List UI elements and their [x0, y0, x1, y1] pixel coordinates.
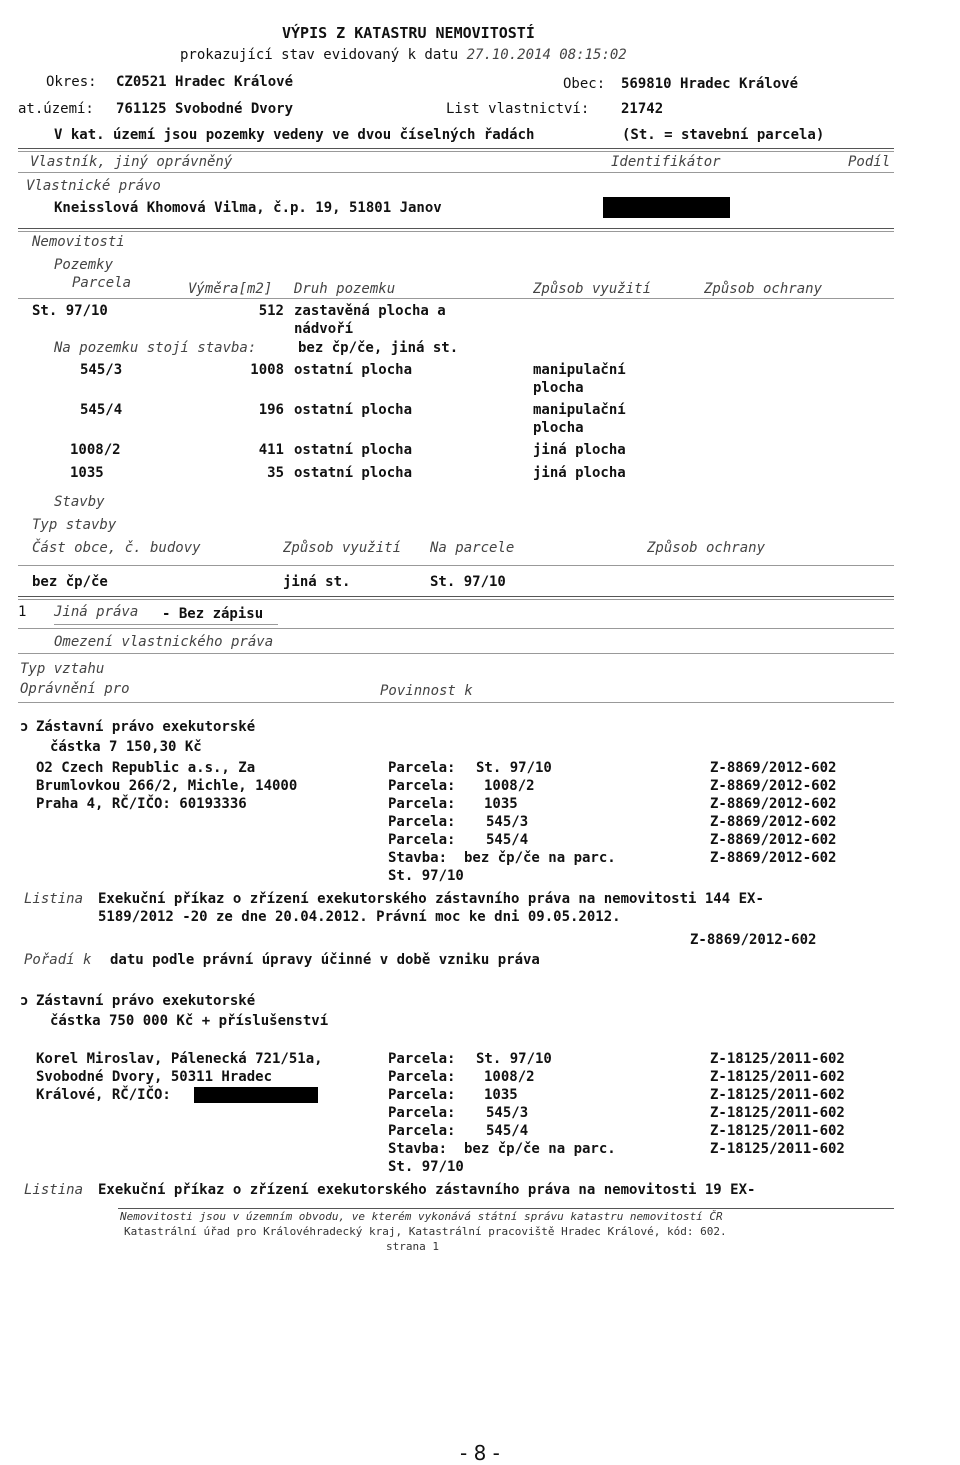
lien-item-value: 545/4 — [486, 1123, 529, 1139]
lien-item-label: Parcela: — [388, 796, 456, 812]
parcel-number: 1008/2 — [70, 442, 121, 458]
lien-title: Zástavní právo exekutorské — [36, 993, 256, 1009]
entitled-for-label: Oprávnění pro — [20, 681, 130, 697]
buildings-section-label: Stavby — [54, 494, 105, 510]
okres-label: Okres: — [46, 74, 97, 90]
divider — [18, 151, 894, 152]
other-rights-label: Jiná práva — [54, 604, 139, 620]
lien-title: Zástavní právo exekutorské — [36, 719, 256, 735]
divider — [18, 653, 894, 654]
lien-item-value: St. 97/10 — [476, 1051, 552, 1067]
parcel-number: 545/3 — [80, 362, 123, 378]
lien-item-label: Parcela: — [388, 1123, 456, 1139]
parcel-land-use: manipulační — [533, 402, 626, 418]
order-label: Pořadí k — [24, 952, 92, 968]
lien-item-value-cont: St. 97/10 — [388, 1159, 464, 1175]
divider — [18, 148, 894, 149]
parcel-area: 196 — [258, 402, 284, 418]
lien-item-label: Stavba: — [388, 850, 448, 866]
building-type-label: Typ stavby — [32, 517, 117, 533]
okres-value: CZ0521 Hradec Králové — [116, 74, 294, 90]
obec-label: Obec: — [563, 76, 606, 92]
lien-item-value-cont: St. 97/10 — [388, 868, 464, 884]
lien-item-ref: Z-18125/2011-602 — [710, 1141, 845, 1157]
lien-item-ref: Z-8869/2012-602 — [710, 832, 837, 848]
lien-item-label: Parcela: — [388, 1069, 456, 1085]
lien-item-value: St. 97/10 — [476, 760, 552, 776]
building-use: jiná st. — [283, 574, 351, 590]
lien-item-ref: Z-18125/2011-602 — [710, 1123, 845, 1139]
land-protection-column-header: Způsob ochrany — [704, 281, 823, 297]
share-column-header: Podíl — [848, 154, 891, 170]
land-use-column-header: Způsob využití — [533, 281, 652, 297]
obec-value: 569810 Hradec Králové — [621, 76, 799, 92]
footer-page-label: strana 1 — [386, 1240, 439, 1253]
divider — [54, 624, 278, 625]
owner-column-header: Vlastník, jiný oprávněný — [30, 154, 233, 170]
lien-holder: Svobodné Dvory, 50311 Hradec — [36, 1069, 273, 1085]
document-title: VÝPIS Z KATASTRU NEMOVITOSTÍ — [282, 24, 535, 42]
listina-label: Listina — [24, 891, 84, 907]
lien-item-ref: Z-18125/2011-602 — [710, 1051, 845, 1067]
lien-item-ref: Z-8869/2012-602 — [710, 814, 837, 830]
lien-item-value: 1008/2 — [484, 778, 535, 794]
parcel-area: 35 — [267, 465, 284, 481]
ownership-limits-label: Omezení vlastnického práva — [54, 634, 274, 650]
divider — [18, 228, 894, 229]
divider — [18, 628, 894, 629]
footer-line: Nemovitosti jsou v územním obvodu, ve kterém vykonává státní správu katastru nemovitostí ČR — [120, 1210, 723, 1223]
building-use-column-header: Způsob využití — [283, 540, 402, 556]
lien-holder: O2 Czech Republic a.s., Za — [36, 760, 256, 776]
extract-date: 27.10.2014 08:15:02 — [466, 47, 627, 63]
other-rights-value: - Bez zápisu — [162, 606, 264, 622]
building-part: bez čp/če — [32, 574, 108, 590]
duty-to-label: Povinnost k — [380, 683, 473, 699]
parcel-land-type: ostatní plocha — [294, 465, 413, 481]
footer-line: Katastrální úřad pro Královéhradecký kraj, Katastrální pracoviště Hradec Králové, kód: 602. — [124, 1225, 727, 1238]
parcel-land-type: ostatní plocha — [294, 402, 413, 418]
land-type-column-header: Druh pozemku — [294, 281, 396, 297]
identifier-column-header: Identifikátor — [611, 154, 721, 170]
lien-holder: Králové, RČ/IČO: — [36, 1087, 171, 1103]
lien-item-value: 545/4 — [486, 832, 529, 848]
lien-item-value: bez čp/če na parc. — [464, 850, 616, 866]
ownership-section-label: Vlastnické právo — [26, 178, 161, 194]
numbering-note: V kat. území jsou pozemky vedeny ve dvou číselných řadách — [54, 127, 535, 143]
parcel-land-use: jiná plocha — [533, 465, 626, 481]
lien-marker: ɔ — [20, 993, 29, 1009]
lien-item-label: Parcela: — [388, 760, 456, 776]
lien-item-ref: Z-8869/2012-602 — [710, 760, 837, 776]
list-label: List vlastnictví: — [446, 101, 590, 117]
divider — [18, 298, 894, 299]
lien-amount: částka 750 000 Kč + příslušenství — [50, 1013, 329, 1029]
lien-item-label: Parcela: — [388, 814, 456, 830]
building-on-parcel-value: bez čp/če, jiná st. — [298, 340, 459, 356]
divider — [18, 231, 894, 232]
lien-item-value: bez čp/če na parc. — [464, 1141, 616, 1157]
parcel-area: 1008 — [250, 362, 284, 378]
property-section-label: Nemovitosti — [32, 234, 125, 250]
page-number: - 8 - — [460, 1441, 500, 1465]
lien-item-ref: Z-8869/2012-602 — [710, 796, 837, 812]
lien-item-ref: Z-8869/2012-602 — [710, 778, 837, 794]
parcel-area: 411 — [258, 442, 284, 458]
lien-item-label: Parcela: — [388, 1105, 456, 1121]
parcel-land-type: ostatní plocha — [294, 362, 413, 378]
building-parcel: St. 97/10 — [430, 574, 506, 590]
building-on-parcel-label: Na pozemku stojí stavba: — [54, 340, 257, 356]
building-parcel-column-header: Na parcele — [430, 540, 515, 556]
lien-item-label: Parcela: — [388, 832, 456, 848]
parcel-land-use-cont: plocha — [533, 380, 584, 396]
lien-item-ref: Z-8869/2012-602 — [710, 850, 837, 866]
listina-ref: Z-8869/2012-602 — [690, 932, 817, 948]
numbering-note-legend: (St. = stavební parcela) — [622, 127, 825, 143]
lien-item-label: Parcela: — [388, 1087, 456, 1103]
building-protection-column-header: Způsob ochrany — [647, 540, 766, 556]
lien-amount: částka 7 150,30 Kč — [50, 739, 202, 755]
lien-holder: Praha 4, RČ/IČO: 60193336 — [36, 796, 247, 812]
lien-marker: ɔ — [20, 719, 29, 735]
parcel-land-type: zastavěná plocha a — [294, 303, 446, 319]
parcel-number: St. 97/10 — [32, 303, 108, 319]
building-part-column-header: Část obce, č. budovy — [32, 540, 201, 556]
divider — [18, 565, 894, 566]
divider — [18, 172, 894, 173]
owner-name: Kneisslová Khomová Vilma, č.p. 19, 51801 Janov — [54, 200, 442, 216]
lien-item-value: 545/3 — [486, 1105, 529, 1121]
lien-item-value: 1035 — [484, 1087, 518, 1103]
lien-item-label: Stavba: — [388, 1141, 448, 1157]
divider — [18, 702, 894, 703]
section-number: 1 — [18, 604, 27, 620]
divider — [18, 596, 894, 597]
parcel-number: 545/4 — [80, 402, 123, 418]
lien-item-label: Parcela: — [388, 1051, 456, 1067]
area-column-header: Výměra[m2] — [188, 281, 273, 297]
land-subsection-label: Pozemky — [54, 257, 114, 273]
redacted-id-number — [194, 1087, 318, 1103]
parcel-land-use: jiná plocha — [533, 442, 626, 458]
parcel-number: 1035 — [70, 465, 104, 481]
lien-item-ref: Z-18125/2011-602 — [710, 1087, 845, 1103]
listina-text: Exekuční příkaz o zřízení exekutorského zástavního práva na nemovitosti 144 EX- — [98, 891, 764, 907]
redacted-identifier — [603, 197, 730, 218]
lien-item-value: 1035 — [484, 796, 518, 812]
listina-text-cont: 5189/2012 -20 ze dne 20.04.2012. Právní moc ke dni 09.05.2012. — [98, 909, 621, 925]
listina-text: Exekuční příkaz o zřízení exekutorského zástavního práva na nemovitosti 19 EX- — [98, 1182, 756, 1198]
uzemi-value: 761125 Svobodné Dvory — [116, 101, 294, 117]
list-value: 21742 — [621, 101, 664, 117]
divider — [18, 599, 894, 600]
footer-divider — [118, 1208, 894, 1209]
parcel-land-use: manipulační — [533, 362, 626, 378]
lien-holder: Brumlovkou 266/2, Michle, 14000 — [36, 778, 298, 794]
relation-type-label: Typ vztahu — [20, 661, 105, 677]
lien-item-value: 545/3 — [486, 814, 529, 830]
lien-item-label: Parcela: — [388, 778, 456, 794]
parcel-area: 512 — [258, 303, 284, 319]
parcel-land-use-cont: plocha — [533, 420, 584, 436]
lien-holder: Korel Miroslav, Pálenecká 721/51a, — [36, 1051, 323, 1067]
document-subtitle — [180, 46, 627, 64]
listina-label: Listina — [24, 1182, 84, 1198]
parcel-land-type: ostatní plocha — [294, 442, 413, 458]
uzemi-label: at.území: — [18, 101, 94, 117]
parcel-column-header: Parcela — [72, 275, 132, 291]
subtitle-prefix: prokazující stav evidovaný k datu — [180, 47, 459, 63]
lien-item-ref: Z-18125/2011-602 — [710, 1105, 845, 1121]
lien-item-ref: Z-18125/2011-602 — [710, 1069, 845, 1085]
parcel-land-type-cont: nádvoří — [294, 321, 354, 337]
lien-item-value: 1008/2 — [484, 1069, 535, 1085]
order-text: datu podle právní úpravy účinné v době vzniku práva — [110, 952, 540, 968]
